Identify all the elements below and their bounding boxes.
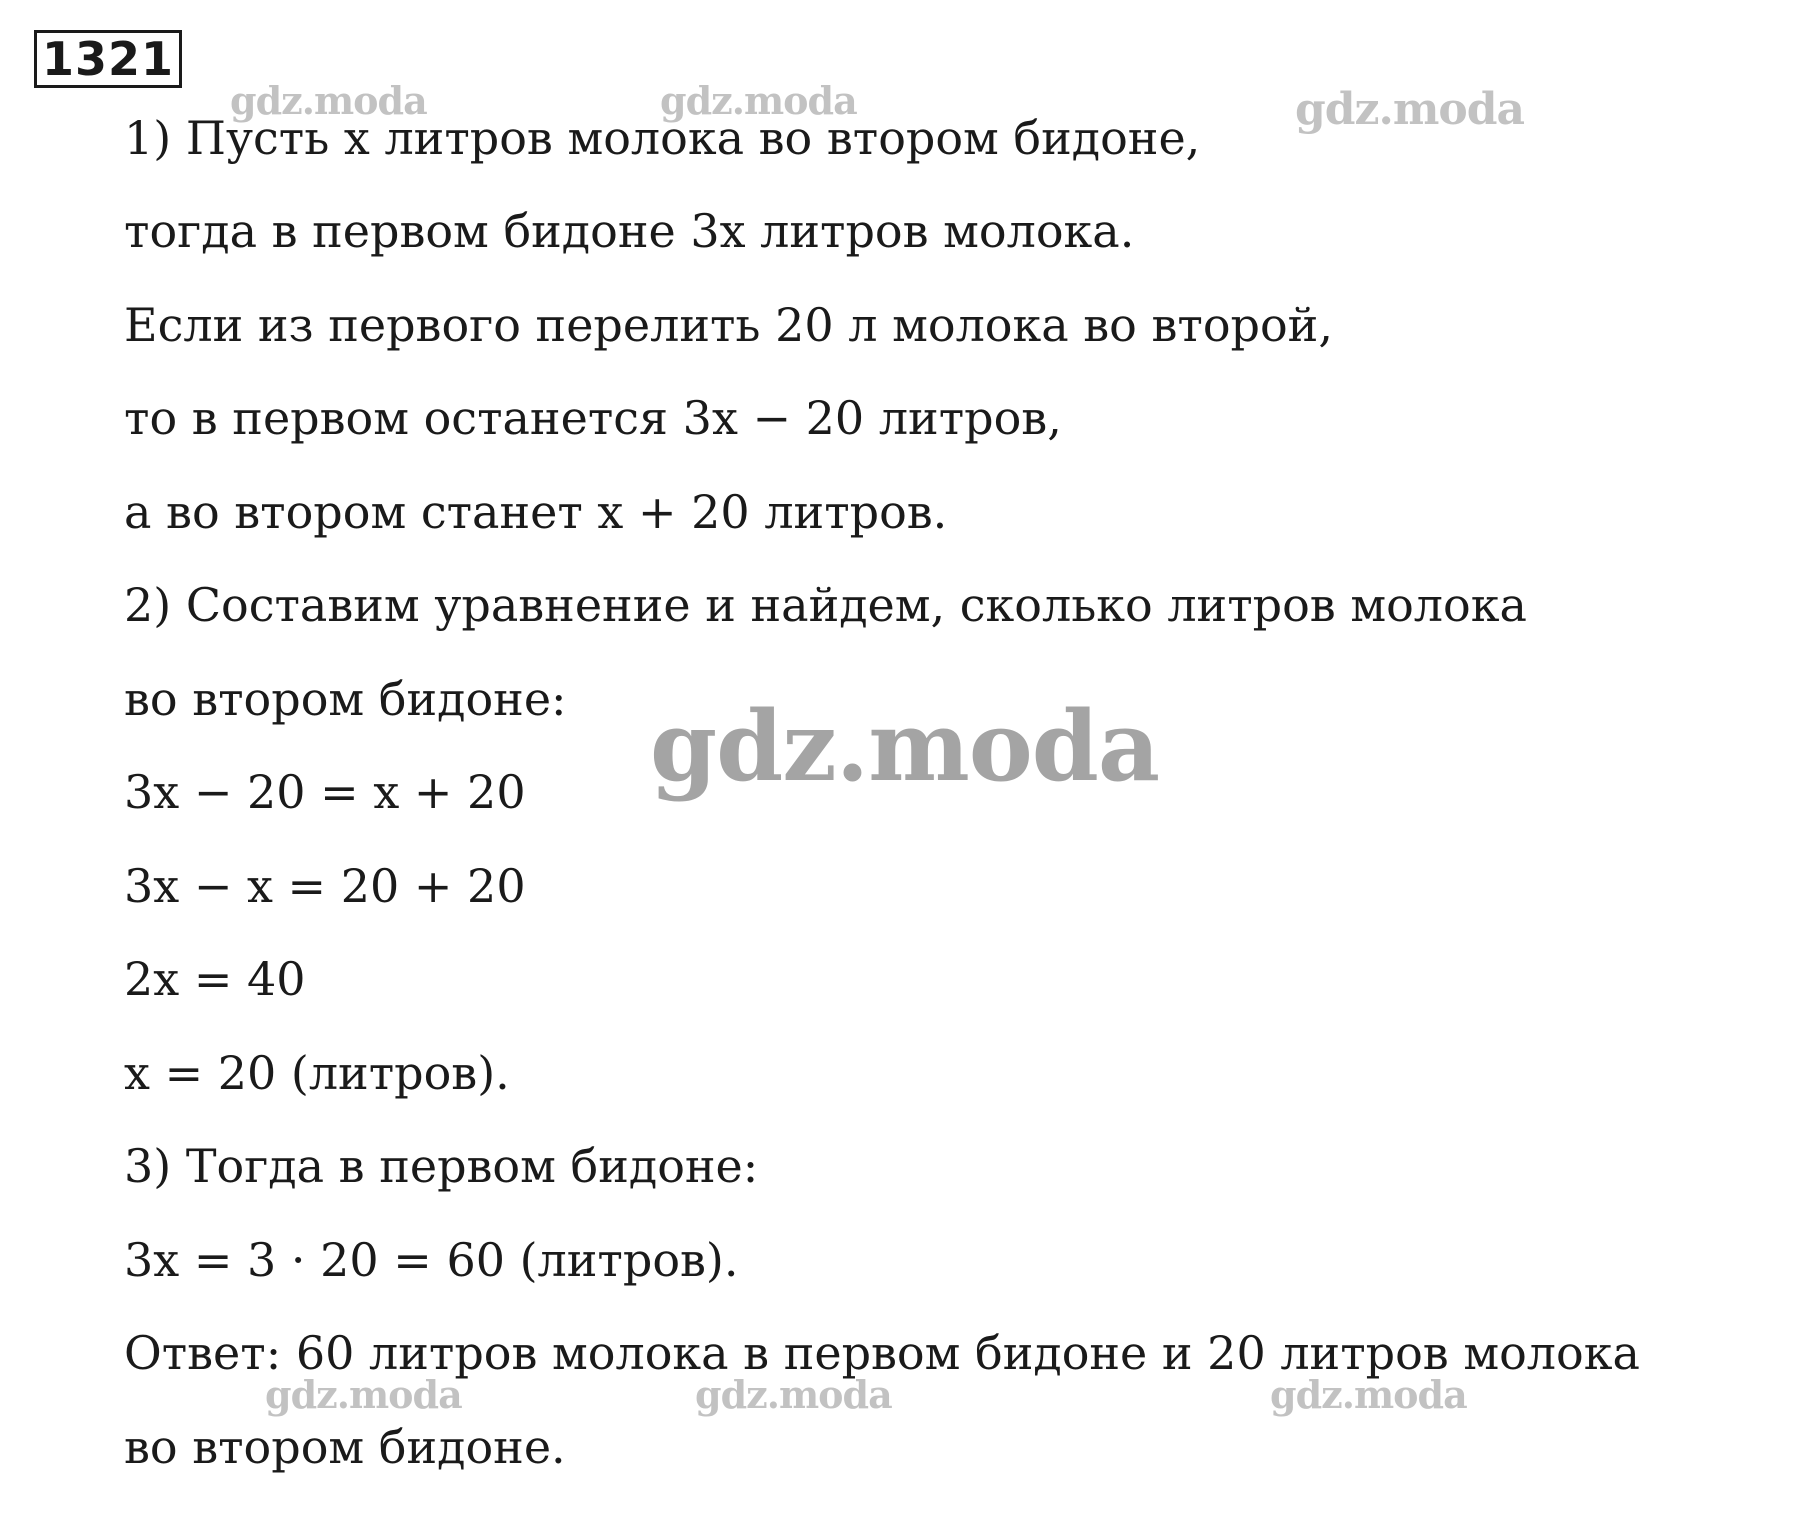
watermark-top-center: gdz.moda <box>660 78 857 123</box>
solution-line-4: то в первом останется 3x − 20 литров, <box>124 391 1062 445</box>
watermark-bottom-left: gdz.moda <box>265 1372 462 1417</box>
answer-line-2: во втором бидоне. <box>124 1420 566 1474</box>
solution-line-12: 3) Тогда в первом бидоне: <box>124 1139 759 1193</box>
problem-number-box: 1321 <box>34 30 182 88</box>
solution-line-1: 1) Пусть x литров молока во втором бидоне, <box>124 111 1201 165</box>
watermark-top-left: gdz.moda <box>230 78 427 123</box>
watermark-top-right: gdz.moda <box>1295 84 1525 135</box>
solution-line-7: во втором бидоне: <box>124 672 567 726</box>
solution-line-2: тогда в первом бидоне 3x литров молока. <box>124 204 1135 258</box>
equation-line-4: x = 20 (литров). <box>124 1046 510 1100</box>
answer-line-1: Ответ: 60 литров молока в первом бидоне и 20 литров молока <box>124 1326 1640 1380</box>
solution-line-13: 3x = 3 · 20 = 60 (литров). <box>124 1233 739 1287</box>
watermark-center: gdz.moda <box>650 690 1160 803</box>
equation-line-2: 3x − x = 20 + 20 <box>124 859 526 913</box>
watermark-bottom-center: gdz.moda <box>695 1372 892 1417</box>
solution-line-3: Если из первого перелить 20 л молока во второй, <box>124 298 1333 352</box>
equation-line-1: 3x − 20 = x + 20 <box>124 765 526 819</box>
solution-line-6: 2) Составим уравнение и найдем, сколько литров молока <box>124 578 1527 632</box>
equation-line-3: 2x = 40 <box>124 952 306 1006</box>
solution-line-5: а во втором станет x + 20 литров. <box>124 485 948 539</box>
watermark-bottom-right: gdz.moda <box>1270 1372 1467 1417</box>
